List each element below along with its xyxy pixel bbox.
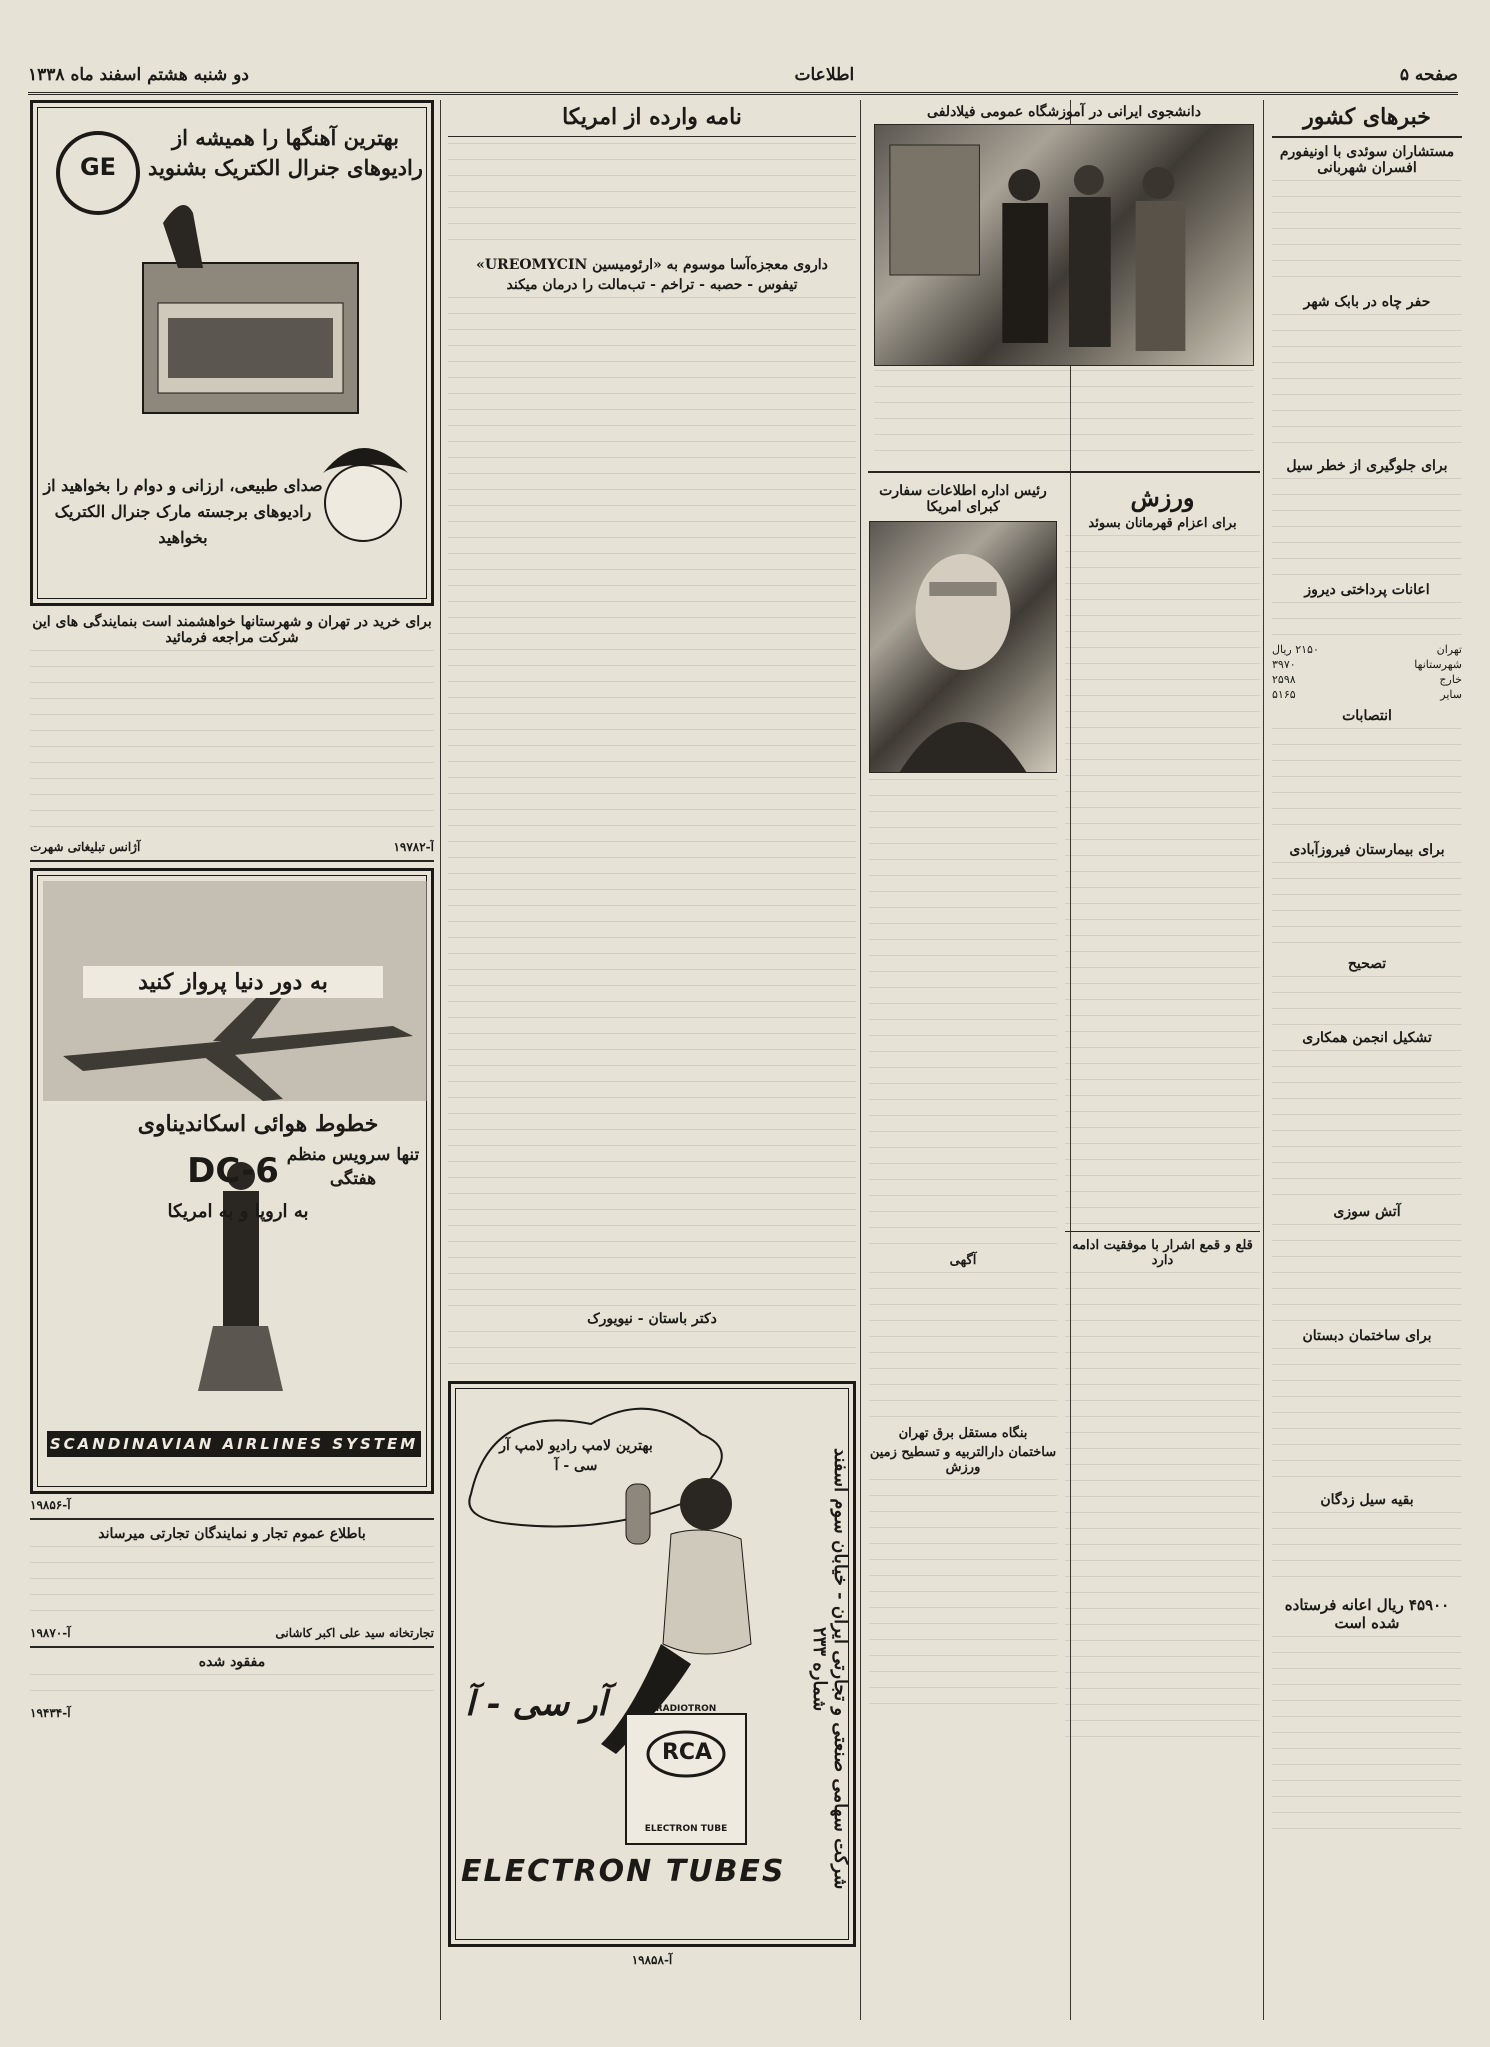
rca-radiotron-label: RADIOTRON — [655, 1704, 717, 1714]
sports-heading: برای اعزام قهرمانان بسوئد — [1088, 516, 1237, 531]
news-item-heading: انتصابات — [1342, 708, 1392, 724]
column-rule — [860, 100, 861, 2020]
sas-slogan: به دور دنیا پرواز کنید — [83, 966, 383, 998]
lost-body — [30, 1674, 434, 1706]
lost-heading: مفقود شده — [198, 1654, 266, 1670]
drug-subheading: تیفوس - حصبه - تراخم - تب‌مالت را درمان میکند — [506, 277, 798, 293]
news-item-heading: برای ساختمان دبستان — [1302, 1328, 1432, 1344]
news-item-body — [1272, 1050, 1462, 1200]
letter-title: نامه وارده از امریکا — [562, 104, 742, 130]
sas-route: به اروپا و به امریکا — [167, 1201, 309, 1222]
ge-logo: GE — [79, 153, 117, 181]
news-item-heading: بقیه سیل زدگان — [1320, 1492, 1414, 1508]
notice-footer — [30, 1626, 434, 1640]
students-photo — [874, 124, 1254, 366]
drug-heading: داروی معجزه‌آسا موسوم به «ارئومیسین UREOMYCIN» — [476, 257, 828, 273]
sports-title: ورزش — [1130, 483, 1195, 512]
embassy-body — [869, 779, 1057, 1249]
photo-caption — [874, 370, 1254, 465]
rca-company: شرکت سهامی صنعتی و تجارتی ایران - خیابان سوم اسفند شماره ۲۳۳ — [809, 1448, 851, 1890]
portrait-figure — [870, 522, 1056, 772]
donation-row: خارج ۲۵۹۸ — [1272, 673, 1462, 686]
donation-row: ساير ۵۱۶۵ — [1272, 688, 1462, 701]
notice-signature: تجارتخانه سید علی اکبر کاشانی — [275, 1626, 434, 1640]
news-column — [1272, 100, 1462, 2020]
sports-subcolumn — [1065, 479, 1260, 1742]
donation-row: تهران ۲۱۵۰ ریال — [1272, 643, 1462, 656]
rca-tube-label: ELECTRON TUBE — [644, 1824, 728, 1834]
ge-tagline: صدای طبیعی، ارزانی و دوام را بخواهید از رادیوهای برجسته مارک جنرال الکتریک بخواهید — [43, 476, 323, 547]
embassy-heading: رئیس اداره اطلاعات سفارت کبرای امریکا — [879, 483, 1047, 515]
notice-heading: بنگاه مستقل برق تهران — [898, 1426, 1028, 1441]
ge-advertisement — [30, 100, 434, 606]
news-item-body — [1272, 976, 1462, 1026]
news-item-heading: برای جلوگیری از خطر سیل — [1286, 458, 1448, 474]
news-item-heading: مستشاران سوئدی با اونیفورم افسران شهربانی — [1279, 144, 1455, 176]
letter-body — [448, 297, 856, 1307]
rca-logo: RCA — [661, 1740, 713, 1765]
sas-advertisement — [30, 868, 434, 1494]
photo-heading: دانشجوی ایرانی در آموزشگاه عمومی فیلادلفی — [927, 104, 1201, 120]
rca-tubes-title: ELECTRON TUBES — [461, 1854, 786, 1889]
rca-persian-name: آر سی - آ — [465, 1684, 607, 1724]
notice-code: آ-۱۹۸۷۰ — [30, 1626, 71, 1640]
ge-agency: آژانس تبلیغاتی شهرت — [30, 840, 141, 854]
ge-footer — [30, 840, 434, 854]
column-rule — [1263, 100, 1264, 2020]
donation-row: شهرستانها ۳۹۷۰ — [1272, 658, 1462, 671]
news-item-heading: ۴۵۹۰۰ ریال اعانه فرستاده شده است — [1284, 1596, 1450, 1632]
sas-brand-bar: SCANDINAVIAN AIRLINES SYSTEM — [47, 1431, 421, 1457]
news-item-heading: برای بیمارستان فیروزآبادی — [1289, 842, 1445, 858]
masthead — [28, 58, 1458, 95]
paper-name: اطلاعات — [794, 65, 855, 85]
students-photo-figures — [875, 125, 1253, 365]
news-item-heading: حفر چاه در بابک شهر — [1303, 294, 1431, 310]
news-item-body — [1272, 1636, 1462, 1836]
news-item-heading: تشکیل انجمن همکاری — [1302, 1030, 1432, 1046]
rca-ad-code: آ-۱۹۸۵۸ — [631, 1953, 673, 1967]
photo-sports-column — [868, 100, 1260, 2020]
sports-body — [1065, 1272, 1260, 1742]
news-item-body — [1272, 314, 1462, 454]
notice-body — [869, 1272, 1057, 1422]
column-rule — [440, 100, 441, 2020]
news-item-body — [1272, 728, 1462, 838]
letter-column — [448, 100, 856, 2020]
notice-heading: باطلاع عموم تجار و نمایندگان تجارتی میرساند — [98, 1526, 366, 1542]
sas-service: تنها سرویس منظم هفتگی — [286, 1145, 420, 1189]
news-column-title: خبرهای کشور — [1303, 104, 1431, 130]
sas-code: آ-۱۹۸۵۶ — [30, 1498, 71, 1512]
letter-postscript — [448, 1331, 856, 1371]
notice-body — [30, 1546, 434, 1626]
portrait-photo — [869, 521, 1057, 773]
ge-dealer-list — [30, 650, 434, 840]
sports-heading: قلع و قمع اشرار با موفقیت ادامه دارد — [1072, 1238, 1253, 1268]
news-item-body — [1272, 862, 1462, 952]
news-item-body — [1272, 1224, 1462, 1324]
news-item-body — [1272, 478, 1462, 578]
sports-body — [1065, 535, 1260, 1225]
notice-body — [869, 1479, 1057, 1719]
ge-code: آ-۱۹۷۸۲ — [393, 840, 434, 854]
news-item-body — [1272, 602, 1462, 642]
news-item-body — [1272, 180, 1462, 290]
rca-slogan: بهترین لامپ رادیو لامپ آر سی - آ — [499, 1438, 653, 1474]
ads-column — [30, 100, 434, 2020]
news-item-heading: اعانات پرداختی دیروز — [1304, 582, 1430, 598]
ge-headline: بهترین آهنگها را همیشه از رادیوهای جنرال الکتریک بشنوید — [148, 125, 423, 180]
sas-plane-model: DC-6 — [187, 1151, 279, 1191]
rca-advertisement — [448, 1381, 856, 1947]
notice-heading: آگهی — [949, 1253, 977, 1268]
sas-name: خطوط هوائی اسکاندیناوی — [137, 1111, 379, 1137]
embassy-subcolumn — [869, 479, 1057, 1742]
ge-dealer-heading: برای خرید در تهران و شهرستانها خواهشمند است بنمایندگی های این شرکت مراجعه فرمائید — [32, 614, 432, 646]
news-item-heading: تصحیح — [1347, 956, 1387, 972]
letter-intro — [448, 143, 856, 253]
date-line: دو شنبه هشتم اسفند ماه ۱۳۳۸ — [28, 65, 249, 85]
news-item-body — [1272, 1512, 1462, 1592]
news-item-body — [1272, 1348, 1462, 1488]
lost-code: آ-۱۹۴۳۴ — [30, 1706, 71, 1720]
letter-signature: دکتر باستان - نیویورک — [587, 1311, 717, 1327]
page-number: صفحه ۵ — [1399, 65, 1458, 85]
news-item-heading: آتش سوزی — [1333, 1204, 1401, 1220]
notice-heading: ساختمان دارالتربیه و تسطیح زمین ورزش — [869, 1445, 1057, 1475]
